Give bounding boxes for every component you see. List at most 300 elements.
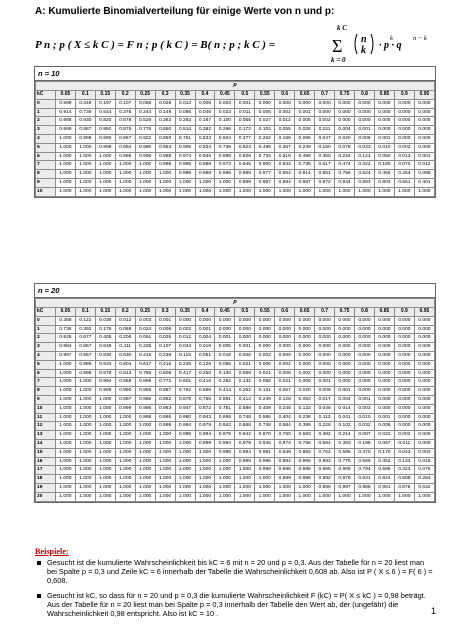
probability-cell: 0.995	[175, 161, 195, 170]
probability-cell: 0.055	[275, 126, 295, 135]
probability-cell: 0.456	[374, 170, 394, 179]
probability-cell: 1.000	[115, 475, 135, 484]
kc-cell: 4	[36, 351, 56, 360]
probability-cell: 0.734	[255, 152, 275, 161]
probability-cell: 0.633	[195, 134, 215, 143]
probability-cell: 0.514	[175, 126, 195, 135]
p-value-header: 0.9	[394, 308, 414, 317]
probability-cell: 1.000	[75, 492, 95, 501]
probability-cell: 0.000	[355, 99, 375, 108]
table-row	[36, 387, 435, 396]
probability-cell: 1.000	[75, 161, 95, 170]
probability-cell: 0.048	[315, 404, 335, 413]
p-value-header: 0.05	[55, 91, 75, 100]
probability-cell: 0.000	[414, 334, 434, 343]
probability-cell: 0.121	[355, 152, 375, 161]
probability-cell: 1.000	[295, 483, 315, 492]
probability-cell: 0.000	[315, 334, 335, 343]
p-value-header: 0.6	[275, 91, 295, 100]
probability-cell: 0.412	[235, 395, 255, 404]
kc-cell: 7	[36, 161, 56, 170]
probability-cell: 1.000	[55, 439, 75, 448]
probability-cell: 0.995	[215, 170, 235, 179]
probability-cell: 0.002	[255, 351, 275, 360]
probability-cell: 0.000	[355, 351, 375, 360]
probability-cell: 0.988	[295, 466, 315, 475]
probability-cell: 0.021	[235, 360, 255, 369]
probability-cell: 1.000	[75, 378, 95, 387]
probability-cell: 0.033	[355, 143, 375, 152]
table-row	[36, 117, 435, 126]
probability-cell: 0.736	[75, 108, 95, 117]
probability-cell: 0.995	[155, 413, 175, 422]
probability-cell: 0.383	[335, 439, 355, 448]
probability-cell: 1.000	[135, 457, 155, 466]
kc-cell: 5	[36, 143, 56, 152]
probability-cell: 0.000	[394, 378, 414, 387]
table-row	[36, 170, 435, 179]
probability-cell: 1.000	[55, 413, 75, 422]
probability-cell: 0.005	[215, 343, 235, 352]
probability-cell: 0.000	[315, 369, 335, 378]
kc-cell: 12	[36, 422, 56, 431]
table-row	[36, 422, 435, 431]
probability-cell: 0.000	[394, 316, 414, 325]
probability-cell: 0.238	[295, 413, 315, 422]
probability-cell: 0.000	[374, 108, 394, 117]
probability-cell: 0.000	[315, 343, 335, 352]
probability-cell: 0.002	[394, 143, 414, 152]
probability-cell: 0.035	[155, 334, 175, 343]
probability-cell: 0.751	[215, 404, 235, 413]
probability-cell: 1.000	[95, 431, 115, 440]
table-row	[36, 492, 435, 501]
probability-cell: 1.000	[275, 492, 295, 501]
p-value-header: 0.45	[215, 91, 235, 100]
probability-cell: 0.019	[215, 351, 235, 360]
probability-cell: 1.000	[55, 395, 75, 404]
probability-cell: 0.898	[135, 378, 155, 387]
p-value-header: 0.55	[255, 91, 275, 100]
probability-cell: 0.999	[55, 126, 75, 135]
p-value-header: 0.15	[95, 308, 115, 317]
p-value-header: 0.35	[175, 91, 195, 100]
probability-cell: 0.000	[414, 99, 434, 108]
probability-cell: 0.000	[295, 351, 315, 360]
example-item	[35, 591, 435, 618]
probability-cell: 0.526	[135, 117, 155, 126]
probability-cell: 0.755	[295, 439, 315, 448]
probability-cell: 0.078	[335, 143, 355, 152]
probability-cell: 1.000	[55, 187, 75, 196]
probability-cell: 1.000	[55, 152, 75, 161]
sigma-icon: Σ	[332, 36, 343, 56]
probability-cell: 0.000	[335, 351, 355, 360]
probability-cell: 0.942	[235, 431, 255, 440]
probability-cell: 0.000	[215, 316, 235, 325]
probability-cell: 0.000	[275, 343, 295, 352]
probability-cell: 0.968	[115, 378, 135, 387]
probability-cell: 0.974	[175, 152, 195, 161]
probability-cell: 1.000	[215, 457, 235, 466]
probability-cell: 0.000	[374, 343, 394, 352]
probability-cell: 0.001	[295, 108, 315, 117]
probability-cell: 0.000	[335, 99, 355, 108]
probability-cell: 0.998	[195, 170, 215, 179]
probability-cell: 1.000	[55, 378, 75, 387]
probability-cell: 0.027	[255, 117, 275, 126]
probability-cell: 0.006	[275, 369, 295, 378]
probability-cell: 0.244	[135, 108, 155, 117]
formula-lhs: P n ; p ( X ≤ k C ) = F n ; p ( k C ) = B( n ; p ; k C ) =	[35, 39, 275, 51]
probability-cell: 0.998	[295, 475, 315, 484]
formula-term: · p · q	[379, 40, 402, 51]
probability-cell: 0.000	[255, 325, 275, 334]
probability-cell: 0.001	[374, 413, 394, 422]
probability-cell: 0.977	[255, 170, 275, 179]
probability-cell: 1.000	[95, 178, 115, 187]
probability-cell: 1.000	[135, 483, 155, 492]
probability-cell: 0.900	[255, 161, 275, 170]
probability-cell: 1.000	[55, 404, 75, 413]
kc-cell: 0	[36, 316, 56, 325]
probability-cell: 1.000	[195, 457, 215, 466]
probability-cell: 0.000	[335, 334, 355, 343]
probability-cell: 1.000	[215, 178, 235, 187]
probability-cell: 0.001	[195, 325, 215, 334]
probability-cell: 0.003	[414, 448, 434, 457]
probability-cell: 0.976	[335, 475, 355, 484]
probability-cell: 1.000	[175, 187, 195, 196]
probability-cell: 1.000	[275, 187, 295, 196]
probability-cell: 0.058	[235, 369, 255, 378]
kc-cell: 10	[36, 404, 56, 413]
probability-cell: 0.118	[175, 351, 195, 360]
table-row	[36, 143, 435, 152]
probability-cell: 1.000	[55, 387, 75, 396]
table-row	[36, 343, 435, 352]
probability-cell: 0.107	[115, 99, 135, 108]
probability-cell: 0.000	[315, 351, 335, 360]
probability-cell: 0.931	[355, 475, 375, 484]
probability-cell: 1.000	[255, 475, 275, 484]
probability-cell: 1.000	[55, 448, 75, 457]
probability-cell: 0.967	[115, 134, 135, 143]
probability-cell: 0.126	[195, 360, 215, 369]
kc-cell: 15	[36, 448, 56, 457]
probability-cell: 0.000	[394, 360, 414, 369]
probability-cell: 1.000	[55, 143, 75, 152]
probability-cell: 0.001	[235, 99, 255, 108]
probability-cell: 1.000	[95, 422, 115, 431]
probability-cell: 0.959	[135, 387, 155, 396]
table-row	[36, 483, 435, 492]
probability-cell: 0.949	[275, 448, 295, 457]
probability-cell: 1.000	[115, 466, 135, 475]
probability-cell: 1.000	[95, 404, 115, 413]
probability-cell: 0.000	[295, 99, 315, 108]
table-row	[36, 360, 435, 369]
probability-cell: 0.869	[215, 413, 235, 422]
probability-cell: 0.000	[275, 334, 295, 343]
probability-cell: 1.000	[235, 466, 255, 475]
probability-cell: 0.000	[374, 325, 394, 334]
probability-cell: 1.000	[195, 492, 215, 501]
probability-cell: 0.736	[55, 325, 75, 334]
probability-cell: 0.367	[275, 143, 295, 152]
probability-cell: 0.618	[275, 152, 295, 161]
probability-cell: 0.999	[115, 152, 135, 161]
probability-cell: 0.133	[394, 457, 414, 466]
probability-cell: 0.004	[335, 126, 355, 135]
probability-cell: 0.999	[175, 170, 195, 179]
probability-cell: 0.000	[394, 334, 414, 343]
probability-cell: 0.762	[175, 387, 195, 396]
probability-cell: 0.738	[295, 161, 315, 170]
probability-cell: 0.999	[95, 387, 115, 396]
probability-cell: 0.102	[335, 422, 355, 431]
probability-cell: 0.252	[235, 387, 255, 396]
probability-cell: 0.994	[235, 448, 255, 457]
probability-cell: 0.999	[235, 457, 255, 466]
probability-cell: 1.000	[135, 492, 155, 501]
probability-cell: 0.979	[215, 431, 235, 440]
probability-cell: 0.000	[394, 108, 414, 117]
probability-cell: 1.000	[55, 431, 75, 440]
probability-cell: 1.000	[75, 422, 95, 431]
table-row	[36, 439, 435, 448]
p-value-header: 0.4	[195, 308, 215, 317]
probability-cell: 1.000	[115, 170, 135, 179]
probability-cell: 0.075	[414, 466, 434, 475]
p-value-header: 0.5	[235, 91, 255, 100]
probability-cell: 0.751	[175, 134, 195, 143]
probability-cell: 1.000	[135, 466, 155, 475]
probability-cell: 0.417	[175, 369, 195, 378]
probability-cell: 1.000	[175, 466, 195, 475]
probability-cell: 0.617	[135, 360, 155, 369]
formula-exp-k: k	[390, 35, 393, 42]
probability-cell: 1.000	[135, 422, 155, 431]
probability-cell: 0.415	[135, 351, 155, 360]
probability-cell: 0.000	[295, 325, 315, 334]
probability-cell: 0.050	[374, 152, 394, 161]
probability-cell: 0.677	[75, 334, 95, 343]
probability-cell: 0.016	[414, 457, 434, 466]
probability-cell: 0.006	[255, 360, 275, 369]
probability-cell: 0.039	[95, 316, 115, 325]
probability-cell: 0.067	[374, 439, 394, 448]
probability-cell: 0.944	[335, 178, 355, 187]
probability-cell: 0.000	[295, 343, 315, 352]
probability-cell: 1.000	[335, 492, 355, 501]
probability-cell: 0.100	[215, 117, 235, 126]
probability-cell: 0.008	[155, 325, 175, 334]
probability-cell: 1.000	[135, 161, 155, 170]
probability-cell: 1.000	[235, 483, 255, 492]
probability-cell: 0.000	[414, 117, 434, 126]
probability-cell: 0.996	[275, 466, 295, 475]
probability-cell: 1.000	[115, 161, 135, 170]
kc-cell: 11	[36, 413, 56, 422]
probability-cell: 0.130	[215, 369, 235, 378]
probability-cell: 1.000	[135, 448, 155, 457]
probability-cell: 1.000	[215, 475, 235, 484]
probability-cell: 1.000	[155, 431, 175, 440]
probability-cell: 0.023	[215, 108, 235, 117]
probability-cell: 0.401	[414, 178, 434, 187]
probability-cell: 0.086	[175, 108, 195, 117]
probability-cell: 0.000	[374, 360, 394, 369]
probability-cell: 0.006	[355, 134, 375, 143]
probability-cell: 0.624	[355, 170, 375, 179]
section-label-n20: n = 20	[35, 284, 435, 298]
probability-cell: 0.000	[414, 369, 434, 378]
table-row	[36, 431, 435, 440]
probability-cell: 0.474	[335, 161, 355, 170]
examples-section	[35, 547, 435, 624]
kc-cell: 20	[36, 492, 56, 501]
probability-cell: 0.820	[95, 117, 115, 126]
probability-cell: 1.000	[175, 457, 195, 466]
probability-cell: 0.994	[95, 378, 115, 387]
probability-cell: 1.000	[55, 422, 75, 431]
probability-cell: 1.000	[115, 178, 135, 187]
probability-cell: 0.000	[414, 422, 434, 431]
probability-cell: 1.000	[135, 178, 155, 187]
probability-cell: 1.000	[95, 170, 115, 179]
probability-cell: 0.000	[355, 316, 375, 325]
probability-cell: 0.870	[255, 431, 275, 440]
probability-cell: 0.000	[355, 334, 375, 343]
bullet-icon	[37, 594, 41, 598]
probability-cell: 0.001	[315, 378, 335, 387]
probability-cell: 0.990	[95, 134, 115, 143]
probability-cell: 0.914	[55, 108, 75, 117]
probability-cell: 0.000	[374, 117, 394, 126]
probability-cell: 0.122	[295, 404, 315, 413]
probability-cell: 0.584	[275, 422, 295, 431]
probability-cell: 0.001	[414, 152, 434, 161]
probability-cell: 1.000	[394, 492, 414, 501]
probability-cell: 0.131	[255, 387, 275, 396]
probability-cell: 0.887	[155, 387, 175, 396]
probability-cell: 0.000	[275, 325, 295, 334]
probability-cell: 0.392	[315, 431, 335, 440]
probability-cell: 1.000	[75, 413, 95, 422]
probability-cell: 0.006	[235, 351, 255, 360]
probability-cell: 0.000	[315, 360, 335, 369]
probability-cell: 0.988	[355, 483, 375, 492]
probability-cell: 0.000	[315, 325, 335, 334]
probability-cell: 0.984	[275, 457, 295, 466]
table-row	[36, 134, 435, 143]
probability-cell: 0.945	[235, 161, 255, 170]
probability-cell: 0.001	[155, 316, 175, 325]
probability-cell: 0.585	[335, 448, 355, 457]
probability-cell: 1.000	[195, 178, 215, 187]
probability-cell: 0.755	[195, 395, 215, 404]
probability-cell: 0.990	[115, 387, 135, 396]
probability-cell: 0.000	[394, 134, 414, 143]
probability-cell: 0.922	[135, 134, 155, 143]
probability-cell: 0.020	[295, 387, 315, 396]
probability-cell: 0.021	[275, 378, 295, 387]
probability-cell: 0.000	[355, 117, 375, 126]
probability-cell: 0.041	[335, 413, 355, 422]
bullet-icon	[37, 561, 41, 565]
kc-cell: 16	[36, 457, 56, 466]
probability-cell: 1.000	[95, 466, 115, 475]
probability-cell: 0.180	[374, 161, 394, 170]
probability-cell: 0.648	[95, 343, 115, 352]
page-number: 1	[430, 606, 436, 616]
probability-cell: 1.000	[95, 413, 115, 422]
probability-cell: 1.000	[135, 439, 155, 448]
table-row	[36, 475, 435, 484]
probability-cell: 0.238	[155, 351, 175, 360]
table-row	[36, 457, 435, 466]
probability-cell: 0.000	[414, 387, 434, 396]
binom-k: k	[361, 45, 366, 56]
kc-cell: 0	[36, 99, 56, 108]
probability-cell: 0.996	[135, 404, 155, 413]
example-item	[35, 558, 435, 585]
probability-cell: 1.000	[355, 492, 375, 501]
probability-cell: 0.000	[414, 126, 434, 135]
probability-cell: 1.000	[175, 483, 195, 492]
probability-cell: 1.000	[195, 483, 215, 492]
probability-cell: 0.828	[235, 152, 255, 161]
probability-cell: 0.011	[315, 126, 335, 135]
probability-cell: 0.950	[95, 126, 115, 135]
p-value-header: 0.05	[55, 308, 75, 317]
probability-cell: 0.206	[115, 334, 135, 343]
probability-cell: 0.947	[175, 404, 195, 413]
table-row	[36, 369, 435, 378]
probability-cell: 0.002	[275, 108, 295, 117]
p-value-header: 0.65	[295, 308, 315, 317]
binomial-table-n10	[35, 81, 435, 197]
probability-cell: 1.000	[235, 187, 255, 196]
probability-cell: 0.405	[95, 334, 115, 343]
probability-cell: 0.998	[175, 431, 195, 440]
probability-cell: 0.589	[355, 457, 375, 466]
probability-cell: 0.965	[315, 466, 335, 475]
probability-cell: 0.000	[295, 316, 315, 325]
probability-cell: 0.228	[315, 422, 335, 431]
probability-cell: 1.000	[315, 492, 335, 501]
probability-cell: 0.998	[195, 439, 215, 448]
kc-cell: 19	[36, 483, 56, 492]
probability-cell: 0.988	[195, 161, 215, 170]
probability-cell: 1.000	[95, 483, 115, 492]
probability-cell: 0.994	[195, 431, 215, 440]
probability-cell: 0.980	[135, 143, 155, 152]
probability-cell: 0.262	[255, 134, 275, 143]
probability-cell: 1.000	[155, 466, 175, 475]
probability-cell: 0.000	[394, 99, 414, 108]
probability-cell: 1.000	[155, 483, 175, 492]
probability-cell: 0.012	[275, 117, 295, 126]
probability-cell: 0.000	[414, 108, 434, 117]
probability-cell: 0.392	[75, 325, 95, 334]
probability-cell: 0.943	[195, 413, 215, 422]
probability-cell: 1.000	[155, 475, 175, 484]
probability-cell: 0.762	[315, 448, 335, 457]
probability-cell: 0.113	[315, 413, 335, 422]
probability-cell: 0.003	[215, 99, 235, 108]
